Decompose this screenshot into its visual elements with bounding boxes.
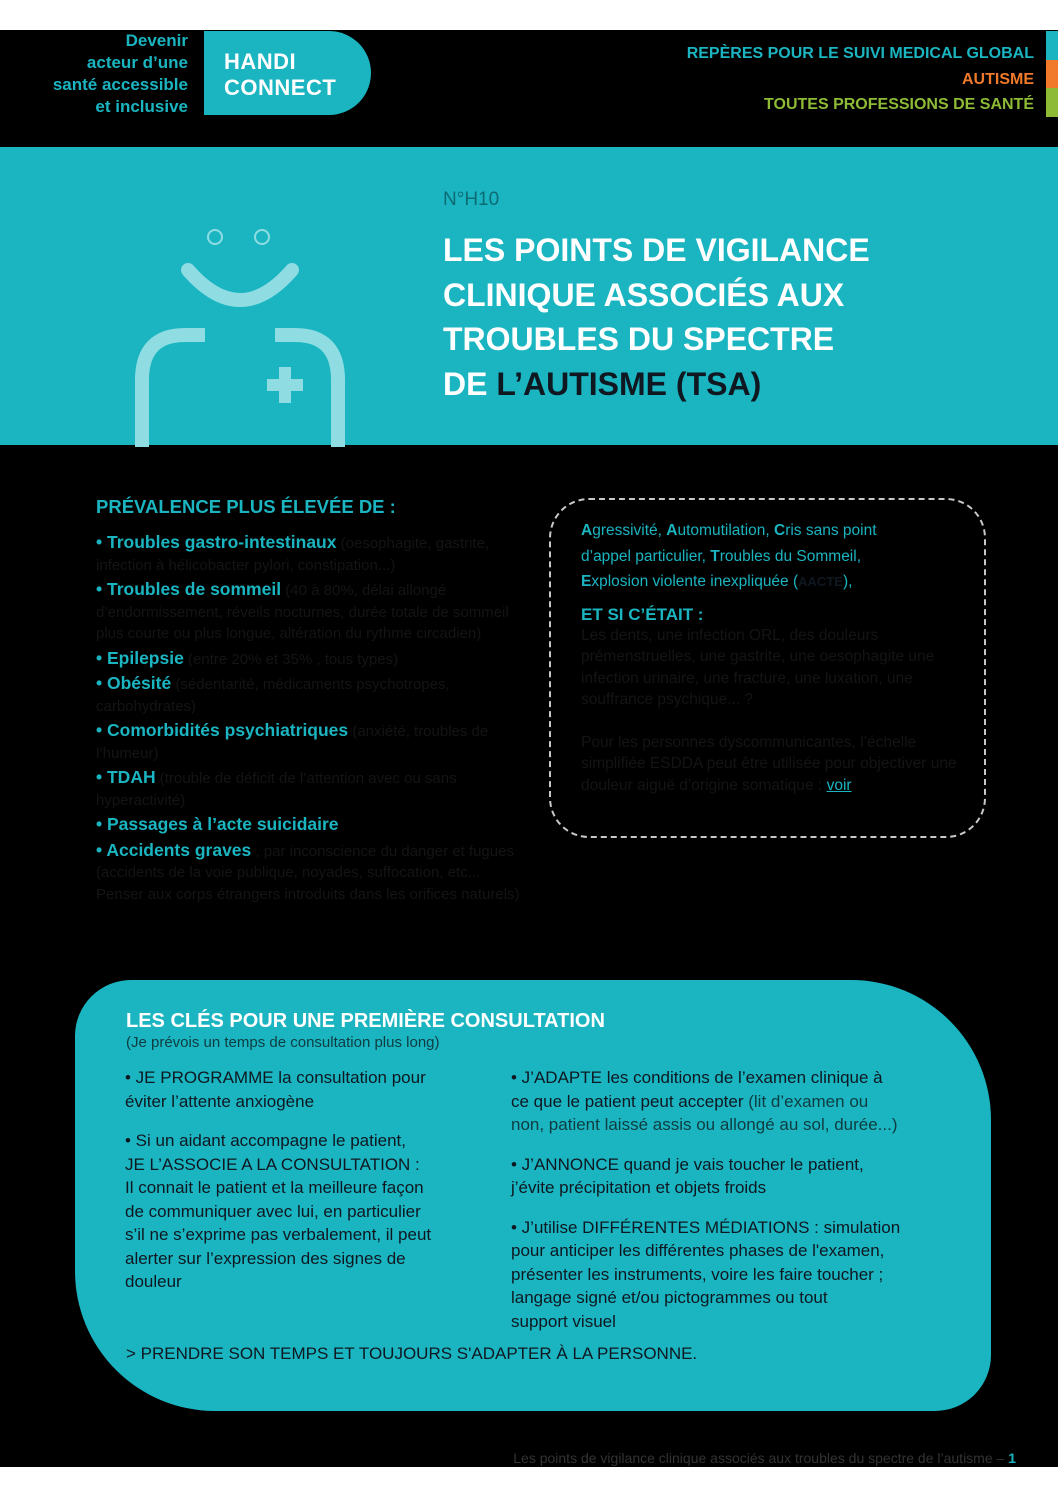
tip-line: Il connait le patient et la meilleure façon (125, 1178, 424, 1197)
category-color-bars (1046, 31, 1058, 117)
doctor-smiley-icon (130, 215, 350, 447)
title-line: CLINIQUE ASSOCIÉS AUX (443, 276, 845, 313)
initial-letter: A (666, 522, 678, 539)
tip-line: • J’ADAPTE les conditions de l’examen clinique à (511, 1068, 883, 1087)
list-item (96, 840, 528, 906)
initial-letter: E (581, 573, 592, 590)
tip-line: langage signé et/ou pictogrammes ou tout (511, 1288, 828, 1307)
voir-link[interactable]: voir (826, 776, 852, 794)
tip-line: • J’ANNONCE quand je vais toucher le patient, (511, 1154, 864, 1174)
tagline-line: acteur d’une (86, 53, 188, 72)
item-label: • Epilepsie (96, 647, 184, 668)
title-line: TROUBLES DU SPECTRE (443, 321, 835, 357)
consultation-subtitle: (Je prévois un temps de consultation plus long) (126, 1034, 440, 1051)
title-line: LES POINTS DE VIGILANCE (443, 232, 870, 268)
item-detail: (trouble de déficit de l’attention avec ou sans hyperactivité) (96, 770, 457, 809)
tip-line: éviter l’attente anxiogène (125, 1091, 315, 1111)
prevalence-section (96, 496, 528, 908)
tip-line: support visuel (511, 1311, 616, 1331)
category-bar (1046, 60, 1058, 89)
aacte-word: gressivité, (592, 522, 667, 539)
tip-line: • JE PROGRAMME la consultation pour (125, 1068, 426, 1087)
category-bar (1046, 31, 1058, 60)
aacte-word: utomutilation, (677, 522, 774, 539)
page-footer (513, 1450, 1016, 1466)
category-global: REPÈRES POUR LE SUIVI MEDICAL GLOBAL (686, 45, 1034, 62)
consultation-tip (125, 1066, 485, 1113)
tip-line: JE L’ASSOCIE A LA CONSULTATION : (125, 1154, 420, 1174)
esdda-text (581, 732, 964, 797)
tagline-line: et inclusive (95, 97, 188, 116)
item-label: • TDAH (96, 767, 156, 787)
handiconnect-logo (204, 31, 371, 115)
category-professions: TOUTES PROFESSIONS DE SANTÉ (764, 96, 1034, 113)
tip-text: ce que le patient peut accepter (511, 1091, 744, 1111)
category-bar (1046, 88, 1058, 117)
list-item (96, 814, 528, 837)
consultation-right-column (511, 1066, 951, 1349)
aacte-line (581, 544, 964, 570)
category-list (687, 41, 1034, 118)
aacte-word: d’appel particulier, (581, 547, 711, 565)
item-detail: (anxiété, troubles de l’humeur) (96, 723, 489, 762)
consultation-panel (75, 980, 991, 1411)
list-item (96, 579, 528, 645)
item-label: • Obésité (96, 673, 172, 693)
tip-line (511, 1090, 951, 1114)
initial-letter: C (774, 522, 786, 539)
initial-letter: A (581, 522, 593, 539)
list-item (96, 720, 528, 764)
et-si-text: Les dents, une infection ORL, des douleurs prémenstruelles, une gastrite, une oesophagite une infection urinaire, une fracture, une luxation, une souffrance psychique... ? (581, 626, 935, 708)
consultation-left-column (125, 1066, 485, 1310)
consultation-tip (511, 1066, 951, 1137)
tagline-line: santé accessible (52, 75, 188, 94)
title-prefix: DE (443, 365, 497, 402)
item-label: • Passages à l’acte suicidaire (96, 814, 339, 834)
page-number: 1 (1008, 1450, 1016, 1466)
prevalence-heading: PRÉVALENCE PLUS ÉLEVÉE DE : (96, 496, 396, 517)
tip-line: pour anticiper les différentes phases de l'examen, (511, 1241, 885, 1260)
esdda-sentence: Pour les personnes dyscommunicantes, l’échelle simplifiée ESDDA peut être utilisée pour objectiver une douleur aiguë d’origine somatique : (581, 733, 957, 794)
page-title (443, 228, 870, 406)
tagline (20, 30, 188, 118)
list-item (96, 673, 528, 717)
list-item (96, 532, 528, 576)
aacte-word: ), (842, 573, 853, 590)
tip-line: alerter sur l’expression des signes de (125, 1248, 406, 1268)
tip-line: j’évite précipitation et objets froids (511, 1178, 767, 1197)
item-label: • Comorbidités psychiatriques (96, 720, 349, 740)
tagline-line: Devenir (125, 31, 188, 50)
aacte-word: ris sans point (785, 522, 877, 539)
list-item (96, 767, 528, 811)
tip-line: de communiquer avec lui, en particulier (125, 1201, 421, 1221)
title-emphasis: L’AUTISME (TSA) (496, 365, 762, 402)
et-si-heading: ET SI C’ÉTAIT : (581, 604, 704, 624)
item-label: • Troubles gastro-intestinaux (96, 532, 337, 552)
tip-line: s’il ne s’exprime pas verbalement, il peut (125, 1225, 432, 1244)
consultation-footer: > PRENDRE SON TEMPS ET TOUJOURS S'ADAPTER À LA PERSONNE. (126, 1344, 698, 1363)
item-detail: (entre 20% et 35% , tous types) (183, 650, 399, 668)
category-autisme: AUTISME (962, 70, 1034, 88)
item-label: • Accidents graves (96, 839, 252, 860)
item-label: • Troubles de sommeil (96, 579, 282, 599)
item-detail: , par inconscience du danger et fugues (accidents de la voie publique, noyades, suffocation, etc... Penser aux corps étrangers introduits dans les orifices naturels) (96, 842, 520, 903)
initial-letter: T (710, 547, 720, 565)
consultation-tip (125, 1129, 485, 1294)
title-line (443, 362, 870, 407)
logo-line: CONNECT (224, 75, 337, 100)
tip-line: présenter les instruments, voire les faire toucher ; (511, 1264, 884, 1284)
aacte-line (581, 518, 964, 544)
aacte-acronym: AACTE (798, 574, 843, 589)
tip-line: • J’utilise DIFFÉRENTES MÉDIATIONS : simulation (511, 1217, 901, 1237)
item-detail: (sédentarité, médicaments psychotropes, carbohydrates) (96, 676, 450, 715)
document-number: N°H10 (443, 189, 500, 210)
tip-line: • Si un aidant accompagne le patient, (125, 1131, 406, 1150)
tip-aside: (lit d’examen ou (743, 1091, 869, 1111)
consultation-tip (511, 1153, 951, 1200)
footer-text: Les points de vigilance clinique associés aux troubles du spectre de l’autisme – (513, 1450, 1009, 1466)
aacte-box (549, 498, 986, 838)
aacte-word: roubles du Sommeil, (719, 547, 862, 565)
logo-line: HANDI (224, 49, 297, 74)
list-item (96, 648, 528, 671)
tip-line: douleur (125, 1272, 182, 1291)
item-detail: (40 à 80%, délai allongé d’endormissement, réveils nocturnes, durée totale de sommeil plus courte ou plus longue, altération du rythme circadien) (96, 582, 509, 642)
item-detail: (oesophagite, gastrite, infection à hélicobacter pylori, constipation...) (96, 535, 490, 574)
aacte-line (581, 569, 964, 595)
consultation-title: LES CLÉS POUR UNE PREMIÈRE CONSULTATION (126, 1010, 605, 1032)
aacte-word: xplosion violente inexpliquée ( (591, 573, 799, 590)
tip-aside-line: non, patient laissé assis ou allongé au sol, durée...) (511, 1115, 898, 1134)
consultation-tip (511, 1216, 951, 1334)
